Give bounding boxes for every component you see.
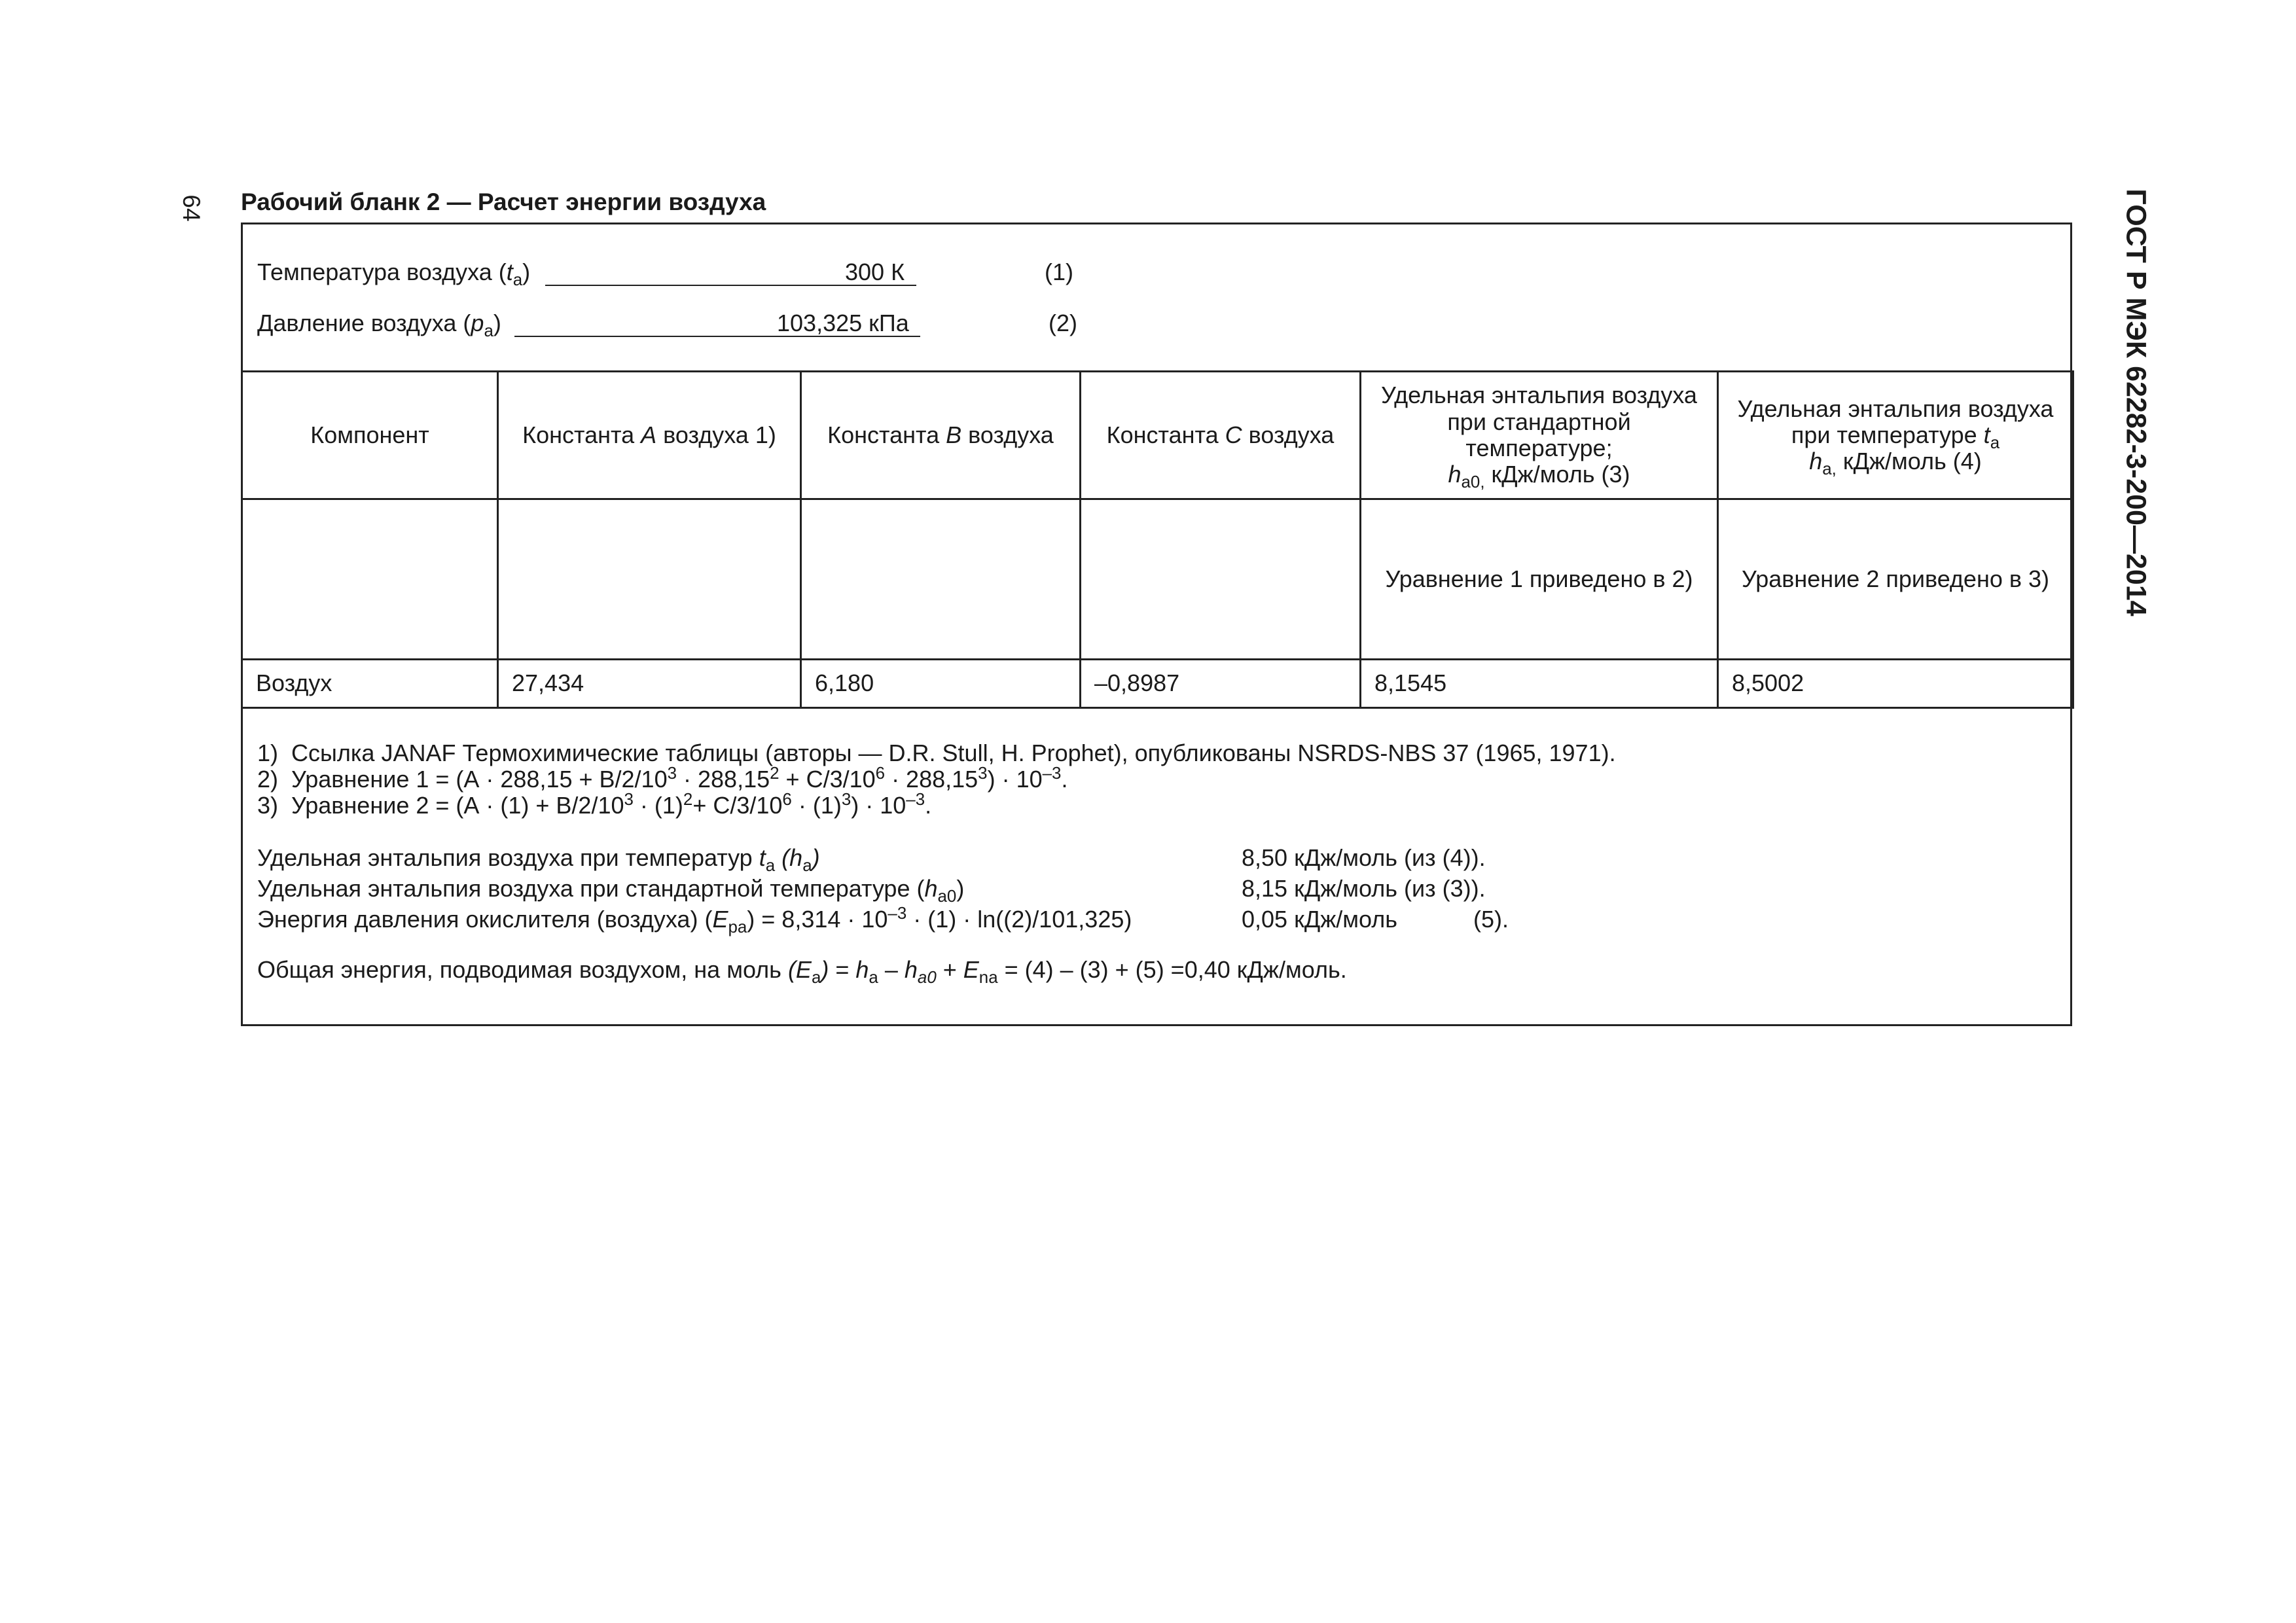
footnote-3: 3) Уравнение $2 = (А \cdot (1) + В/2/10^3 \cdot (1)^2+ С/3/10^6 \cdot (1)^3) \cdot 10^{-3}$. xyxy=(257,791,932,819)
document-code: ГОСТ Р МЭК 62282-3-200—2014 xyxy=(2120,188,2152,616)
header-enthalpy-standard: Удельная энтальпия воздуха при стандартной температуре; $h_{a0,}$ кДж/моль (3) xyxy=(1361,372,1718,499)
param-ref: (1) xyxy=(1045,259,1073,285)
result-label: Удельная энтальпия воздуха при стандартной температуре $(h_{a0})$ xyxy=(257,875,965,906)
worksheet-form xyxy=(241,223,2072,1026)
enthalpy-air-temp-value: 8,5002 xyxy=(1718,660,2073,708)
header-constant-c: Константа C воздуха xyxy=(1081,372,1361,499)
constant-b-value: 6,180 xyxy=(801,660,1081,708)
equation-1-ref: Уравнение 1 приведено в 2) xyxy=(1361,499,1718,660)
result-label: Энергия давления окислителя (воздуха) $(E_{pa}) = 8,314 \cdot 10^{-3} \cdot (1) \cdot \ln((2)/101,325)$ xyxy=(257,904,1132,937)
result-value: 8,15 кДж/моль (из (3)). xyxy=(1242,875,1486,902)
result-enthalpy-air-temp xyxy=(257,845,2051,876)
footnote-1: 1) Ссылка JANAF Термохимические таблицы (авторы — D.R. Stull, H. Prophet), опубликованы NSRDS-NBS 37 (1965, 1971). xyxy=(257,740,1616,766)
table-cell xyxy=(1081,499,1361,660)
constant-a-value: 27,434 xyxy=(498,660,801,708)
header-component: Компонент xyxy=(242,372,498,499)
table-row xyxy=(242,660,2073,708)
page-number: 64 xyxy=(178,194,205,222)
param-air-pressure xyxy=(257,310,1077,341)
param-label: Температура воздуха $(t_a)$ xyxy=(257,259,531,290)
result-value: 0,05 кДж/моль xyxy=(1242,906,1398,933)
table-header-row xyxy=(242,372,2073,499)
total-energy-line: Общая энергия, подводимая воздухом, на моль $(E_a) = h_a - h_{a0} + E_{na} = (4) - (3) + (5) =0,40$ кДж/моль. xyxy=(257,956,1347,988)
enthalpy-standard-value: 8,1545 xyxy=(1361,660,1718,708)
component-name: Воздух xyxy=(242,660,498,708)
constant-c-value: –0,8987 xyxy=(1081,660,1361,708)
param-value: 103,325 кПа xyxy=(777,310,909,336)
result-ref: (5). xyxy=(1473,906,1509,933)
table-row xyxy=(242,499,2073,660)
form-title: Рабочий бланк 2 — Расчет энергии воздуха xyxy=(241,188,766,215)
param-ref: (2) xyxy=(1049,310,1077,336)
header-enthalpy-air-temp: Удельная энтальпия воздуха при температуре $t_a$ $h_{a,}$ кДж/моль (4) xyxy=(1718,372,2073,499)
table-cell xyxy=(498,499,801,660)
notes-section xyxy=(257,740,2051,988)
header-constant-b: Константа B воздуха xyxy=(801,372,1081,499)
footnote-2: 2) Уравнение $1 = (А \cdot 288,15 + В/2/10^3 \cdot 288,15^2 + С/3/10^6 \cdot 288,15^3) \cdot 10^{-3}$. xyxy=(257,764,1068,793)
header-constant-a: Константа A воздуха 1) xyxy=(498,372,801,499)
result-enthalpy-standard xyxy=(257,876,2051,906)
param-value: 300 К xyxy=(845,259,905,285)
param-label: Давление воздуха $(p_a)$ xyxy=(257,310,501,341)
param-air-temperature xyxy=(257,259,1073,290)
table-cell xyxy=(242,499,498,660)
result-label: Удельная энтальпия воздуха при температур $t_a$ $(h_a)$ xyxy=(257,844,820,876)
result-pressure-energy xyxy=(257,906,2051,937)
components-table xyxy=(241,370,2074,709)
equation-2-ref: Уравнение 2 приведено в 3) xyxy=(1718,499,2073,660)
result-value: 8,50 кДж/моль (из (4)). xyxy=(1242,844,1486,871)
table-cell xyxy=(801,499,1081,660)
